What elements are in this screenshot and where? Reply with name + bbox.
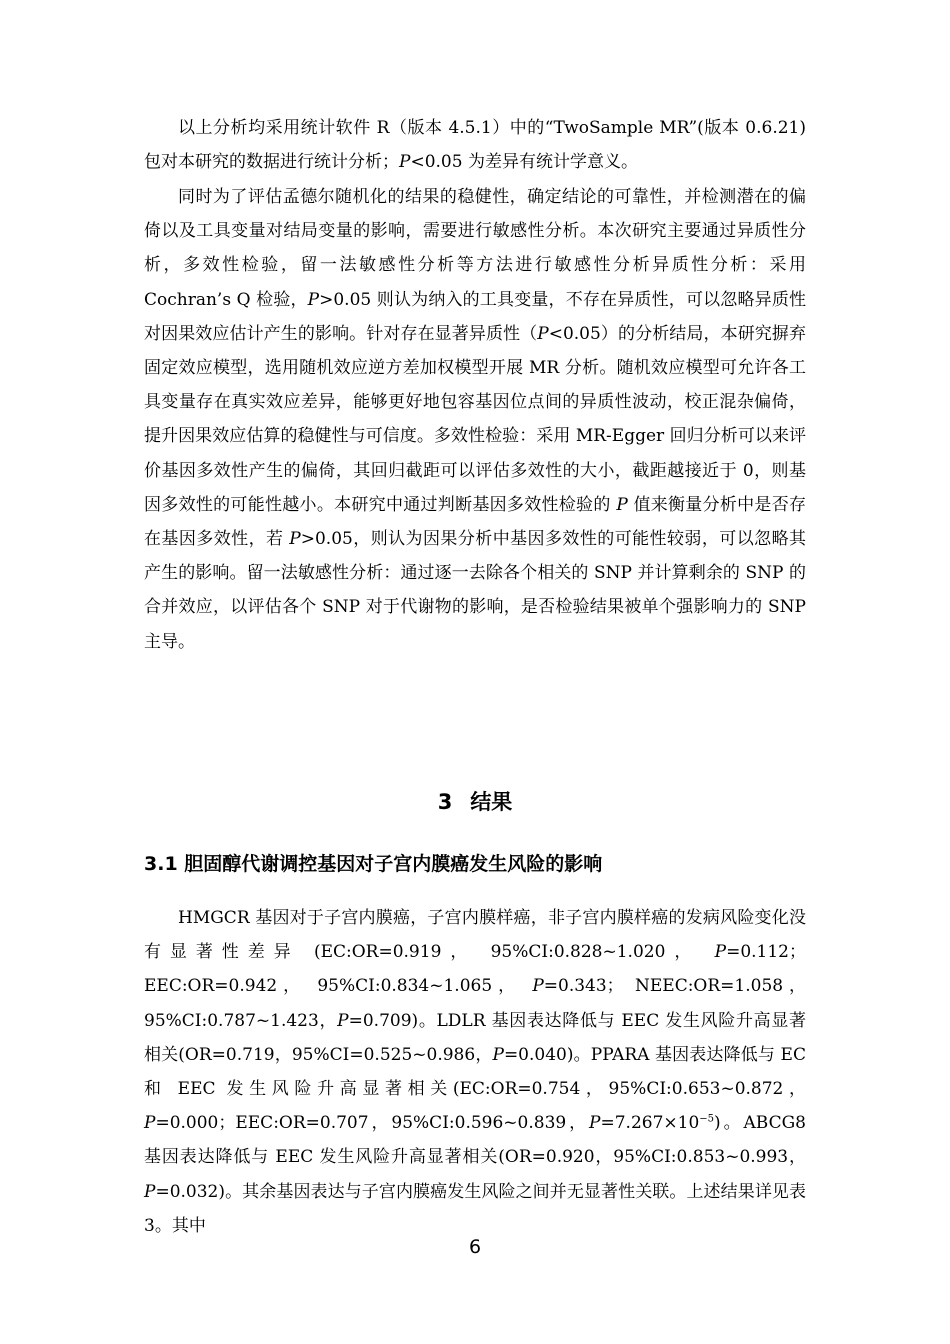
exponent: −5	[699, 1113, 715, 1125]
p-symbol: P	[616, 494, 628, 515]
text-run: 同时为了评估孟德尔随机化的结果的稳健性，确定结论的可靠性，并检测潜在的偏倚以及工具变量对结局变量的影响，需要进行敏感性分析。本次研究主要通过异质性分析，多效性检验，留一法敏感性分析等方法进行敏感性分析异质性分析：采用 Cochran’s Q 检验，	[144, 187, 806, 310]
section-heading	[144, 786, 806, 816]
text-run: =0.709)。LDLR 基因表达降低与 EEC 发生风险升高显著相关(OR=0.719，95%CI=0.525~0.986，	[144, 1010, 806, 1065]
section-title: 结果	[470, 790, 513, 814]
text-run: )。ABCG8 基因表达降低与 EEC 发生风险升高显著相关(OR=0.920，95%CI:0.853~0.993，	[144, 1113, 806, 1168]
p-symbol: P	[144, 1113, 156, 1134]
paragraph-results	[144, 901, 806, 1243]
paragraph-software	[144, 111, 806, 179]
subsection-heading: 3.1 胆固醇代谢调控基因对子宫内膜癌发生风险的影响	[144, 853, 603, 875]
text-run: <0.05 为差异有统计学意义。	[410, 152, 638, 173]
p-symbol: P	[714, 942, 727, 963]
text-run: 以上分析均采用统计软件 R（版本 4.5.1）中的“TwoSample MR”(版本 0.6.21)包对本研究的数据进行统计分析；	[144, 118, 806, 173]
text-run: =0.040)。PPARA 基因表达降低与 EC 和 EEC 发生风险升高显著相关(EC:OR=0.754，95%CI:0.653~0.872，	[144, 1044, 806, 1100]
p-symbol: P	[289, 529, 301, 550]
text-run: =7.267×10	[600, 1113, 700, 1134]
page-number: 6	[468, 1236, 482, 1258]
p-symbol: P	[337, 1010, 349, 1031]
paragraph-sensitivity-analysis	[144, 180, 806, 659]
p-symbol: P	[399, 152, 411, 173]
p-symbol: P	[492, 1044, 504, 1065]
text-run: HMGCR 基因对于子宫内膜癌，子宫内膜样癌，非子宫内膜样癌的发病风险变化没有显著性差异 (EC:OR=0.919， 95%CI:0.828~1.020，	[144, 908, 806, 963]
p-symbol: P	[307, 289, 320, 310]
p-symbol: P	[144, 1181, 156, 1202]
p-symbol: P	[532, 976, 544, 997]
text-run: =0.112； EEC:OR=0.942， 95%CI:0.834~1.065，	[144, 942, 806, 997]
text-run: >0.05 则认为纳入的工具变量，不存在异质性，可以忽略异质性对因果效应估计产生的影响。针对存在显著异质性（	[144, 289, 806, 344]
text-run: =0.032)。其余基因表达与子宫内膜癌发生风险之间并无显著性关联。上述结果详见表3。其中	[144, 1181, 806, 1236]
p-symbol: P	[537, 323, 549, 344]
text-run: =0.343； NEEC:OR=1.058， 95%CI:0.787~1.423，	[144, 976, 806, 1031]
text-run: >0.05，则认为因果分析中基因多效性的可能性较弱，可以忽略其产生的影响。留一法敏感性分析：通过逐一去除各个相关的 SNP 并计算剩余的 SNP 的合并效应，以评估各个 SNP 对于代谢物的影响，是否检验结果被单个强影响力的 SNP 主导。	[144, 529, 806, 652]
text-run: =0.000；EEC:OR=0.707，95%CI:0.596~0.839，	[155, 1113, 590, 1134]
text-run: 值来衡量分析中是否存在基因多效性，若	[144, 494, 806, 550]
p-symbol: P	[589, 1113, 601, 1134]
text-run: <0.05）的分析结局，本研究摒弃固定效应模型，选用随机效应逆方差加权模型开展 MR 分析。随机效应模型可允许各工具变量存在真实效应差异，能够更好地包容基因位点间的异质性波动，校正混杂偏倚，提升因果效应估算的稳健性与可信度。多效性检验：采用 MR-Egger 回归分析可以来评价基因多效性产生的偏倚，其回归截距可以评估多效性的大小，截距越接近于 0，则基因多效性的可能性越小。本研究中通过判断基因多效性检验的	[144, 323, 806, 515]
section-number: 3	[437, 790, 453, 814]
